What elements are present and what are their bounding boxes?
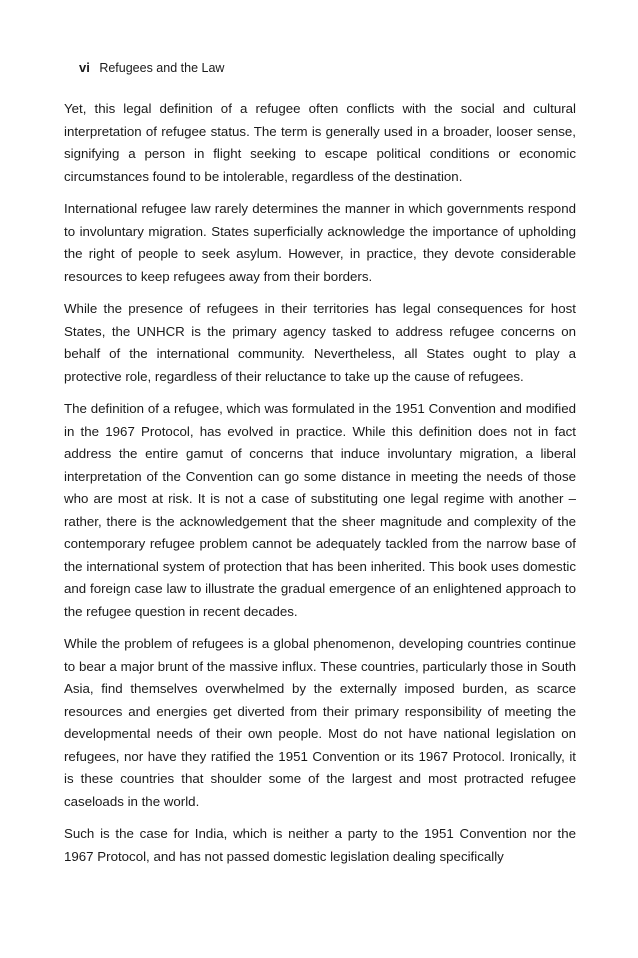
paragraph: While the presence of refugees in their territories has legal consequences for host States, the UNHCR is the primary agency tasked to address refugee concerns on behalf of the international community. Nevertheless, all States ought to play a protective role, regardless of their reluctance to take up the cause of refugees.: [64, 301, 576, 384]
running-title: Refugees and the Law: [99, 61, 225, 75]
page-number: vi: [79, 60, 90, 75]
paragraph: While the problem of refugees is a global phenomenon, developing countries continue to bear a major brunt of the massive influx. These countries, particularly those in South Asia, find themselves overwhelmed by the externally imposed burden, as scarce resources and energies get diverted from their primary responsibility of meeting the developmental needs of their own people. Most do not have national legislation on refugees, nor have they ratified the 1951 Convention or its 1967 Protocol. Ironically, it is these countries that shoulder some of the largest and most protracted refugee caseloads in the world.: [64, 636, 576, 809]
paragraph: The definition of a refugee, which was formulated in the 1951 Convention and modified in the 1967 Protocol, has evolved in practice. While this definition does not in fact address the entire gamut of concerns that induce involuntary migration, a liberal interpretation of the Convention can go some distance in meeting the needs of those who are most at risk. It is not a case of substituting one legal regime with another – rather, there is the acknowledgement that the sheer magnitude and complexity of the contemporary refugee problem cannot be adequately tackled from the narrow base of the international system of protection that has been inherited. This book uses domestic and foreign case law to illustrate the gradual emergence of an enlightened approach to the refugee question in recent decades.: [64, 401, 576, 619]
running-head: [79, 59, 224, 77]
paragraph: International refugee law rarely determines the manner in which governments respond to involuntary migration. States superficially acknowledge the importance of upholding the right of people to seek asylum. However, in practice, they devote considerable resources to keep refugees away from their borders.: [64, 201, 576, 284]
paragraph: Yet, this legal definition of a refugee often conflicts with the social and cultural interpretation of refugee status. The term is generally used in a broader, looser sense, signifying a person in flight seeking to escape political conditions or economic circumstances found to be intolerable, regardless of the destination.: [64, 101, 576, 184]
body-text: [64, 98, 576, 878]
paragraph: Such is the case for India, which is neither a party to the 1951 Convention nor the 1967 Protocol, and has not passed domestic legislation dealing specifically: [64, 826, 576, 864]
